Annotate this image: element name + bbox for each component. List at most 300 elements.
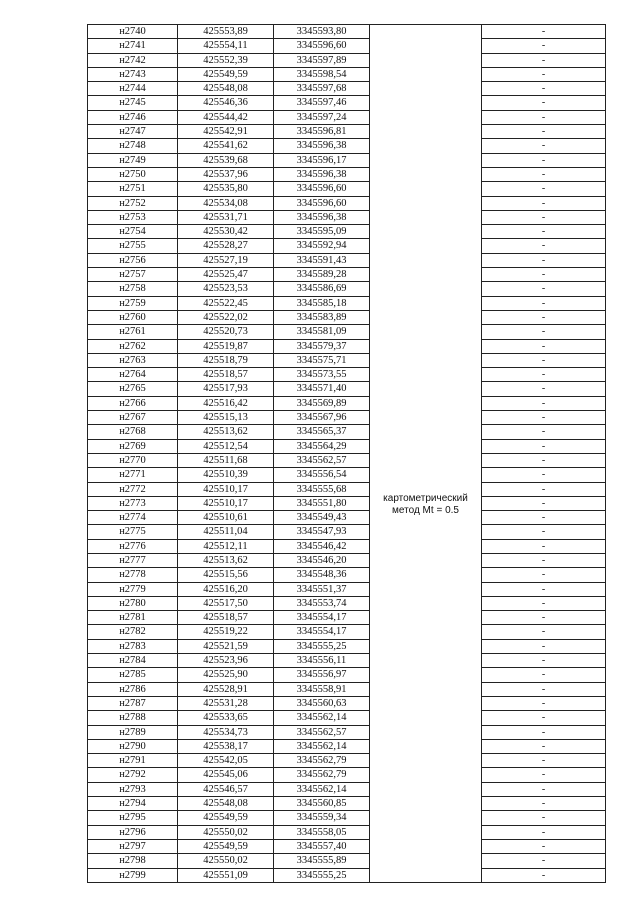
y-coordinate-cell: 3345549,43 bbox=[274, 511, 370, 525]
point-id-cell: н2791 bbox=[88, 754, 178, 768]
table-row bbox=[88, 797, 606, 811]
dash-cell: - bbox=[482, 153, 606, 167]
point-id-cell: н2776 bbox=[88, 539, 178, 553]
y-coordinate-cell: 3345562,14 bbox=[274, 739, 370, 753]
x-coordinate-cell: 425554,11 bbox=[178, 39, 274, 53]
dash-cell: - bbox=[482, 125, 606, 139]
dash-cell: - bbox=[482, 411, 606, 425]
dash-cell: - bbox=[482, 539, 606, 553]
x-coordinate-cell: 425531,71 bbox=[178, 210, 274, 224]
y-coordinate-cell: 3345596,38 bbox=[274, 210, 370, 224]
dash-cell: - bbox=[482, 596, 606, 610]
method-line-2: метод Mt = 0.5 bbox=[392, 505, 459, 517]
dash-cell: - bbox=[482, 268, 606, 282]
x-coordinate-cell: 425521,59 bbox=[178, 639, 274, 653]
y-coordinate-cell: 3345583,89 bbox=[274, 310, 370, 324]
point-id-cell: н2772 bbox=[88, 482, 178, 496]
point-id-cell: н2795 bbox=[88, 811, 178, 825]
dash-cell: - bbox=[482, 25, 606, 39]
dash-cell: - bbox=[482, 139, 606, 153]
table-row bbox=[88, 411, 606, 425]
x-coordinate-cell: 425553,89 bbox=[178, 25, 274, 39]
y-coordinate-cell: 3345564,29 bbox=[274, 439, 370, 453]
table-row bbox=[88, 353, 606, 367]
dash-cell: - bbox=[482, 239, 606, 253]
y-coordinate-cell: 3345551,37 bbox=[274, 582, 370, 596]
dash-cell: - bbox=[482, 654, 606, 668]
x-coordinate-cell: 425530,42 bbox=[178, 225, 274, 239]
dash-cell: - bbox=[482, 353, 606, 367]
table-row bbox=[88, 696, 606, 710]
y-coordinate-cell: 3345575,71 bbox=[274, 353, 370, 367]
dash-cell: - bbox=[482, 210, 606, 224]
x-coordinate-cell: 425516,42 bbox=[178, 396, 274, 410]
dash-cell: - bbox=[482, 82, 606, 96]
y-coordinate-cell: 3345548,36 bbox=[274, 568, 370, 582]
point-id-cell: н2789 bbox=[88, 725, 178, 739]
point-id-cell: н2758 bbox=[88, 282, 178, 296]
y-coordinate-cell: 3345560,63 bbox=[274, 696, 370, 710]
table-row bbox=[88, 239, 606, 253]
point-id-cell: н2784 bbox=[88, 654, 178, 668]
table-row bbox=[88, 225, 606, 239]
dash-cell: - bbox=[482, 282, 606, 296]
y-coordinate-cell: 3345595,09 bbox=[274, 225, 370, 239]
y-coordinate-cell: 3345596,38 bbox=[274, 167, 370, 181]
x-coordinate-cell: 425522,02 bbox=[178, 310, 274, 324]
table-row bbox=[88, 868, 606, 882]
y-coordinate-cell: 3345586,69 bbox=[274, 282, 370, 296]
point-id-cell: н2768 bbox=[88, 425, 178, 439]
dash-cell: - bbox=[482, 67, 606, 81]
y-coordinate-cell: 3345554,17 bbox=[274, 625, 370, 639]
table-row bbox=[88, 310, 606, 324]
point-id-cell: н2754 bbox=[88, 225, 178, 239]
x-coordinate-cell: 425523,53 bbox=[178, 282, 274, 296]
y-coordinate-cell: 3345567,96 bbox=[274, 411, 370, 425]
x-coordinate-cell: 425510,39 bbox=[178, 468, 274, 482]
dash-cell: - bbox=[482, 825, 606, 839]
table-row bbox=[88, 482, 606, 496]
x-coordinate-cell: 425538,17 bbox=[178, 739, 274, 753]
x-coordinate-cell: 425535,80 bbox=[178, 182, 274, 196]
y-coordinate-cell: 3345596,17 bbox=[274, 153, 370, 167]
y-coordinate-cell: 3345562,79 bbox=[274, 754, 370, 768]
table-row bbox=[88, 654, 606, 668]
dash-cell: - bbox=[482, 382, 606, 396]
dash-cell: - bbox=[482, 811, 606, 825]
x-coordinate-cell: 425510,61 bbox=[178, 511, 274, 525]
table-row bbox=[88, 725, 606, 739]
y-coordinate-cell: 3345555,25 bbox=[274, 868, 370, 882]
x-coordinate-cell: 425518,57 bbox=[178, 611, 274, 625]
dash-cell: - bbox=[482, 625, 606, 639]
point-id-cell: н2793 bbox=[88, 782, 178, 796]
y-coordinate-cell: 3345596,38 bbox=[274, 139, 370, 153]
y-coordinate-cell: 3345597,89 bbox=[274, 53, 370, 67]
point-id-cell: н2748 bbox=[88, 139, 178, 153]
table-row bbox=[88, 439, 606, 453]
y-coordinate-cell: 3345573,55 bbox=[274, 368, 370, 382]
dash-cell: - bbox=[482, 425, 606, 439]
point-id-cell: н2798 bbox=[88, 854, 178, 868]
table-row bbox=[88, 125, 606, 139]
y-coordinate-cell: 3345556,11 bbox=[274, 654, 370, 668]
table-row bbox=[88, 53, 606, 67]
table-row bbox=[88, 253, 606, 267]
x-coordinate-cell: 425525,47 bbox=[178, 268, 274, 282]
table-row bbox=[88, 553, 606, 567]
x-coordinate-cell: 425515,56 bbox=[178, 568, 274, 582]
point-id-cell: н2783 bbox=[88, 639, 178, 653]
point-id-cell: н2764 bbox=[88, 368, 178, 382]
x-coordinate-cell: 425522,45 bbox=[178, 296, 274, 310]
dash-cell: - bbox=[482, 511, 606, 525]
dash-cell: - bbox=[482, 96, 606, 110]
y-coordinate-cell: 3345597,46 bbox=[274, 96, 370, 110]
point-id-cell: н2775 bbox=[88, 525, 178, 539]
y-coordinate-cell: 3345592,94 bbox=[274, 239, 370, 253]
table-row bbox=[88, 754, 606, 768]
x-coordinate-cell: 425542,91 bbox=[178, 125, 274, 139]
dash-cell: - bbox=[482, 396, 606, 410]
x-coordinate-cell: 425534,08 bbox=[178, 196, 274, 210]
x-coordinate-cell: 425513,62 bbox=[178, 553, 274, 567]
x-coordinate-cell: 425518,57 bbox=[178, 368, 274, 382]
point-id-cell: н2743 bbox=[88, 67, 178, 81]
table-row bbox=[88, 453, 606, 467]
x-coordinate-cell: 425552,39 bbox=[178, 53, 274, 67]
y-coordinate-cell: 3345593,80 bbox=[274, 25, 370, 39]
dash-cell: - bbox=[482, 253, 606, 267]
point-id-cell: н2796 bbox=[88, 825, 178, 839]
dash-cell: - bbox=[482, 797, 606, 811]
point-id-cell: н2744 bbox=[88, 82, 178, 96]
x-coordinate-cell: 425542,05 bbox=[178, 754, 274, 768]
table-row bbox=[88, 811, 606, 825]
table-row bbox=[88, 368, 606, 382]
coordinates-table-body bbox=[88, 25, 606, 883]
x-coordinate-cell: 425519,87 bbox=[178, 339, 274, 353]
point-id-cell: н2767 bbox=[88, 411, 178, 425]
dash-cell: - bbox=[482, 839, 606, 853]
point-id-cell: н2780 bbox=[88, 596, 178, 610]
x-coordinate-cell: 425528,91 bbox=[178, 682, 274, 696]
x-coordinate-cell: 425513,62 bbox=[178, 425, 274, 439]
table-row bbox=[88, 325, 606, 339]
x-coordinate-cell: 425549,59 bbox=[178, 839, 274, 853]
y-coordinate-cell: 3345555,25 bbox=[274, 639, 370, 653]
method-line-1: картометрический bbox=[383, 493, 468, 505]
y-coordinate-cell: 3345565,37 bbox=[274, 425, 370, 439]
table-row bbox=[88, 210, 606, 224]
x-coordinate-cell: 425534,73 bbox=[178, 725, 274, 739]
y-coordinate-cell: 3345569,89 bbox=[274, 396, 370, 410]
table-row bbox=[88, 596, 606, 610]
x-coordinate-cell: 425525,90 bbox=[178, 668, 274, 682]
table-row bbox=[88, 525, 606, 539]
x-coordinate-cell: 425510,17 bbox=[178, 496, 274, 510]
point-id-cell: н2790 bbox=[88, 739, 178, 753]
point-id-cell: н2757 bbox=[88, 268, 178, 282]
point-id-cell: н2751 bbox=[88, 182, 178, 196]
y-coordinate-cell: 3345553,74 bbox=[274, 596, 370, 610]
point-id-cell: н2766 bbox=[88, 396, 178, 410]
x-coordinate-cell: 425520,73 bbox=[178, 325, 274, 339]
dash-cell: - bbox=[482, 611, 606, 625]
x-coordinate-cell: 425517,50 bbox=[178, 596, 274, 610]
table-row bbox=[88, 582, 606, 596]
table-row bbox=[88, 682, 606, 696]
point-id-cell: н2799 bbox=[88, 868, 178, 882]
point-id-cell: н2771 bbox=[88, 468, 178, 482]
point-id-cell: н2746 bbox=[88, 110, 178, 124]
y-coordinate-cell: 3345589,28 bbox=[274, 268, 370, 282]
dash-cell: - bbox=[482, 110, 606, 124]
dash-cell: - bbox=[482, 553, 606, 567]
dash-cell: - bbox=[482, 639, 606, 653]
point-id-cell: н2759 bbox=[88, 296, 178, 310]
point-id-cell: н2756 bbox=[88, 253, 178, 267]
table-row bbox=[88, 196, 606, 210]
table-row bbox=[88, 39, 606, 53]
point-id-cell: н2782 bbox=[88, 625, 178, 639]
y-coordinate-cell: 3345551,80 bbox=[274, 496, 370, 510]
point-id-cell: н2769 bbox=[88, 439, 178, 453]
point-id-cell: н2792 bbox=[88, 768, 178, 782]
x-coordinate-cell: 425551,09 bbox=[178, 868, 274, 882]
point-id-cell: н2794 bbox=[88, 797, 178, 811]
table-row bbox=[88, 396, 606, 410]
point-id-cell: н2742 bbox=[88, 53, 178, 67]
x-coordinate-cell: 425519,22 bbox=[178, 625, 274, 639]
table-row bbox=[88, 711, 606, 725]
table-row bbox=[88, 496, 606, 510]
dash-cell: - bbox=[482, 196, 606, 210]
y-coordinate-cell: 3345597,68 bbox=[274, 82, 370, 96]
table-row bbox=[88, 839, 606, 853]
point-id-cell: н2741 bbox=[88, 39, 178, 53]
y-coordinate-cell: 3345560,85 bbox=[274, 797, 370, 811]
y-coordinate-cell: 3345546,42 bbox=[274, 539, 370, 553]
dash-cell: - bbox=[482, 668, 606, 682]
dash-cell: - bbox=[482, 167, 606, 181]
y-coordinate-cell: 3345547,93 bbox=[274, 525, 370, 539]
table-row bbox=[88, 268, 606, 282]
table-row bbox=[88, 468, 606, 482]
y-coordinate-cell: 3345554,17 bbox=[274, 611, 370, 625]
point-id-cell: н2788 bbox=[88, 711, 178, 725]
coordinates-table bbox=[87, 24, 606, 883]
dash-cell: - bbox=[482, 696, 606, 710]
x-coordinate-cell: 425545,06 bbox=[178, 768, 274, 782]
table-row bbox=[88, 296, 606, 310]
point-id-cell: н2781 bbox=[88, 611, 178, 625]
dash-cell: - bbox=[482, 525, 606, 539]
point-id-cell: н2749 bbox=[88, 153, 178, 167]
point-id-cell: н2785 bbox=[88, 668, 178, 682]
x-coordinate-cell: 425549,59 bbox=[178, 811, 274, 825]
point-id-cell: н2760 bbox=[88, 310, 178, 324]
y-coordinate-cell: 3345558,05 bbox=[274, 825, 370, 839]
y-coordinate-cell: 3345585,18 bbox=[274, 296, 370, 310]
x-coordinate-cell: 425531,28 bbox=[178, 696, 274, 710]
dash-cell: - bbox=[482, 711, 606, 725]
y-coordinate-cell: 3345571,40 bbox=[274, 382, 370, 396]
y-coordinate-cell: 3345596,60 bbox=[274, 182, 370, 196]
dash-cell: - bbox=[482, 453, 606, 467]
table-row bbox=[88, 339, 606, 353]
table-row bbox=[88, 568, 606, 582]
table-row bbox=[88, 625, 606, 639]
y-coordinate-cell: 3345562,57 bbox=[274, 725, 370, 739]
dash-cell: - bbox=[482, 682, 606, 696]
dash-cell: - bbox=[482, 182, 606, 196]
y-coordinate-cell: 3345596,81 bbox=[274, 125, 370, 139]
dash-cell: - bbox=[482, 439, 606, 453]
table-row bbox=[88, 25, 606, 39]
x-coordinate-cell: 425516,20 bbox=[178, 582, 274, 596]
point-id-cell: н2753 bbox=[88, 210, 178, 224]
x-coordinate-cell: 425511,04 bbox=[178, 525, 274, 539]
x-coordinate-cell: 425550,02 bbox=[178, 825, 274, 839]
point-id-cell: н2740 bbox=[88, 25, 178, 39]
y-coordinate-cell: 3345557,40 bbox=[274, 839, 370, 853]
x-coordinate-cell: 425546,36 bbox=[178, 96, 274, 110]
point-id-cell: н2778 bbox=[88, 568, 178, 582]
point-id-cell: н2765 bbox=[88, 382, 178, 396]
dash-cell: - bbox=[482, 868, 606, 882]
table-row bbox=[88, 639, 606, 653]
table-row bbox=[88, 167, 606, 181]
coordinates-sheet bbox=[87, 24, 605, 883]
table-row bbox=[88, 739, 606, 753]
y-coordinate-cell: 3345556,54 bbox=[274, 468, 370, 482]
y-coordinate-cell: 3345558,91 bbox=[274, 682, 370, 696]
dash-cell: - bbox=[482, 39, 606, 53]
x-coordinate-cell: 425528,27 bbox=[178, 239, 274, 253]
x-coordinate-cell: 425518,79 bbox=[178, 353, 274, 367]
y-coordinate-cell: 3345555,89 bbox=[274, 854, 370, 868]
dash-cell: - bbox=[482, 739, 606, 753]
point-id-cell: н2745 bbox=[88, 96, 178, 110]
table-row bbox=[88, 153, 606, 167]
y-coordinate-cell: 3345596,60 bbox=[274, 196, 370, 210]
dash-cell: - bbox=[482, 582, 606, 596]
x-coordinate-cell: 425541,62 bbox=[178, 139, 274, 153]
point-id-cell: н2747 bbox=[88, 125, 178, 139]
x-coordinate-cell: 425512,11 bbox=[178, 539, 274, 553]
x-coordinate-cell: 425533,65 bbox=[178, 711, 274, 725]
x-coordinate-cell: 425544,42 bbox=[178, 110, 274, 124]
method-text bbox=[370, 493, 481, 517]
x-coordinate-cell: 425510,17 bbox=[178, 482, 274, 496]
point-id-cell: н2750 bbox=[88, 167, 178, 181]
dash-cell: - bbox=[482, 754, 606, 768]
dash-cell: - bbox=[482, 468, 606, 482]
table-row bbox=[88, 282, 606, 296]
table-row bbox=[88, 139, 606, 153]
y-coordinate-cell: 3345562,57 bbox=[274, 453, 370, 467]
x-coordinate-cell: 425515,13 bbox=[178, 411, 274, 425]
y-coordinate-cell: 3345591,43 bbox=[274, 253, 370, 267]
dash-cell: - bbox=[482, 225, 606, 239]
point-id-cell: н2774 bbox=[88, 511, 178, 525]
table-row bbox=[88, 511, 606, 525]
y-coordinate-cell: 3345562,14 bbox=[274, 711, 370, 725]
dash-cell: - bbox=[482, 768, 606, 782]
x-coordinate-cell: 425537,96 bbox=[178, 167, 274, 181]
point-id-cell: н2779 bbox=[88, 582, 178, 596]
x-coordinate-cell: 425548,08 bbox=[178, 797, 274, 811]
y-coordinate-cell: 3345562,14 bbox=[274, 782, 370, 796]
dash-cell: - bbox=[482, 325, 606, 339]
dash-cell: - bbox=[482, 725, 606, 739]
table-row bbox=[88, 425, 606, 439]
x-coordinate-cell: 425548,08 bbox=[178, 82, 274, 96]
table-row bbox=[88, 782, 606, 796]
dash-cell: - bbox=[482, 310, 606, 324]
y-coordinate-cell: 3345581,09 bbox=[274, 325, 370, 339]
point-id-cell: н2797 bbox=[88, 839, 178, 853]
table-row bbox=[88, 82, 606, 96]
dash-cell: - bbox=[482, 496, 606, 510]
y-coordinate-cell: 3345596,60 bbox=[274, 39, 370, 53]
y-coordinate-cell: 3345597,24 bbox=[274, 110, 370, 124]
table-row bbox=[88, 768, 606, 782]
table-row bbox=[88, 825, 606, 839]
y-coordinate-cell: 3345555,68 bbox=[274, 482, 370, 496]
table-row bbox=[88, 539, 606, 553]
point-id-cell: н2773 bbox=[88, 496, 178, 510]
y-coordinate-cell: 3345556,97 bbox=[274, 668, 370, 682]
dash-cell: - bbox=[482, 296, 606, 310]
table-row bbox=[88, 854, 606, 868]
table-row bbox=[88, 611, 606, 625]
x-coordinate-cell: 425546,57 bbox=[178, 782, 274, 796]
table-row bbox=[88, 67, 606, 81]
point-id-cell: н2787 bbox=[88, 696, 178, 710]
y-coordinate-cell: 3345579,37 bbox=[274, 339, 370, 353]
dash-cell: - bbox=[482, 339, 606, 353]
table-row bbox=[88, 382, 606, 396]
y-coordinate-cell: 3345562,79 bbox=[274, 768, 370, 782]
dash-cell: - bbox=[482, 53, 606, 67]
x-coordinate-cell: 425517,93 bbox=[178, 382, 274, 396]
x-coordinate-cell: 425549,59 bbox=[178, 67, 274, 81]
point-id-cell: н2777 bbox=[88, 553, 178, 567]
point-id-cell: н2786 bbox=[88, 682, 178, 696]
point-id-cell: н2761 bbox=[88, 325, 178, 339]
dash-cell: - bbox=[482, 368, 606, 382]
point-id-cell: н2762 bbox=[88, 339, 178, 353]
x-coordinate-cell: 425550,02 bbox=[178, 854, 274, 868]
table-row bbox=[88, 182, 606, 196]
point-id-cell: н2770 bbox=[88, 453, 178, 467]
x-coordinate-cell: 425527,19 bbox=[178, 253, 274, 267]
x-coordinate-cell: 425511,68 bbox=[178, 453, 274, 467]
dash-cell: - bbox=[482, 568, 606, 582]
table-row bbox=[88, 96, 606, 110]
table-row bbox=[88, 668, 606, 682]
table-row bbox=[88, 110, 606, 124]
y-coordinate-cell: 3345598,54 bbox=[274, 67, 370, 81]
point-id-cell: н2763 bbox=[88, 353, 178, 367]
method-cell bbox=[370, 25, 482, 883]
dash-cell: - bbox=[482, 482, 606, 496]
dash-cell: - bbox=[482, 854, 606, 868]
point-id-cell: н2755 bbox=[88, 239, 178, 253]
